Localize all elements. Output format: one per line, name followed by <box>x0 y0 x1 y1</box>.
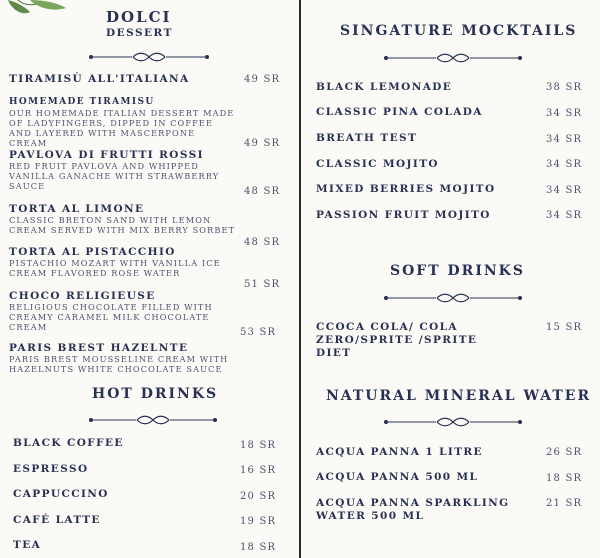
menu-item-name: CAPPUCCINO <box>13 488 109 500</box>
menu-item-name: CLASSIC PINA COLADA <box>316 106 483 118</box>
section-title-mineral-water: NATURAL MINERAL WATER <box>326 388 592 404</box>
section-title-soft-drinks: SOFT DRINKS <box>390 263 525 279</box>
menu-item-price: 18 SR <box>546 473 583 484</box>
menu-item-price: 38 SR <box>546 82 583 93</box>
menu-item-price: 15 SR <box>546 322 583 333</box>
menu-item-price: 34 SR <box>546 134 583 145</box>
menu-item-name: MIXED BERRIES MOJITO <box>316 183 496 195</box>
menu-item-name: BREATH TEST <box>316 132 418 144</box>
ornament-divider-icon <box>383 416 523 428</box>
menu-item-price: 16 SR <box>240 465 277 476</box>
menu-item-name: CHOCO RELIGIEUSE <box>9 290 156 302</box>
menu-item-price: 34 SR <box>546 159 583 170</box>
menu-item-price: 34 SR <box>546 210 583 221</box>
menu-item-price: 49 SR <box>244 74 281 85</box>
menu-item-price: 48 SR <box>244 186 281 197</box>
menu-item-name: PASSION FRUIT MOJITO <box>316 209 491 221</box>
menu-item-price: 26 SR <box>546 447 583 458</box>
menu-item-name: PAVLOVA DI FRUTTI ROSSI <box>9 149 204 161</box>
menu-item-name: CLASSIC MOJITO <box>316 158 439 170</box>
menu-item-price: 34 SR <box>546 185 583 196</box>
menu-item-price: 53 SR <box>240 327 277 338</box>
menu-item-name: TEA <box>13 539 42 551</box>
column-divider <box>299 0 301 558</box>
menu-item-description: CLASSIC BRETON SAND WITH LEMON CREAM SERVED WITH MIX BERRY SORBET <box>9 215 236 235</box>
ornament-divider-icon <box>88 414 218 426</box>
menu-item-price: 20 SR <box>240 491 277 502</box>
menu-item-price: 49 SR <box>244 138 281 149</box>
menu-item-description: RELIGIOUS CHOCOLATE FILLED WITH CREAMY CARAMEL MILK CHOCOLATE CREAM <box>9 302 213 332</box>
menu-item-price: 18 SR <box>240 542 277 553</box>
menu-item-price: 34 SR <box>546 108 583 119</box>
menu-item-name: HOMEMADE TIRAMISU <box>9 97 155 107</box>
menu-item-name: PARIS BREST HAZELNTE <box>9 342 189 354</box>
menu-item-price: 51 SR <box>244 279 281 290</box>
menu-item-name: CCOCA COLA/ COLA ZERO/SPRITE /SPRITE DIET <box>316 321 478 359</box>
section-title-hot-drinks: HOT DRINKS <box>92 386 219 402</box>
menu-item-name: ACQUA PANNA 500 ML <box>316 471 479 483</box>
menu-item-description: OUR HOMEMADE ITALIAN DESSERT MADE OF LADYFINGERS, DIPPED IN COFFEE AND LAYERED WITH MASCERPONE CREAM <box>9 108 235 148</box>
menu-item-name: ESPRESSO <box>13 463 89 475</box>
menu-item-name: TORTA AL PISTACCHIO <box>9 246 176 258</box>
menu-item-price: 21 SR <box>546 498 583 509</box>
leaf-decoration-icon <box>0 0 80 24</box>
menu-item-description: PISTACHIO MOZART WITH VANILLA ICE CREAM FLAVORED ROSE WATER <box>9 258 221 278</box>
menu-item-price: 48 SR <box>244 237 281 248</box>
menu-item-name: BLACK COFFEE <box>13 437 124 449</box>
menu-item-price: 19 SR <box>240 516 277 527</box>
ornament-divider-icon <box>88 51 210 63</box>
menu-item-description: RED FRUIT PAVLOVA AND WHIPPED VANILLA GANACHE WITH STRAWBERRY SAUCE <box>9 161 220 191</box>
ornament-divider-icon <box>383 292 523 304</box>
menu-item-name: CAFÉ LATTE <box>13 514 101 526</box>
menu-item-price: 18 SR <box>240 440 277 451</box>
menu-item-description: PARIS BREST MOUSSELINE CREAM WITH HAZELNUTS WHITE CHOCOLATE SAUCE <box>9 354 229 374</box>
menu-item-name: ACQUA PANNA SPARKLING WATER 500 ML <box>316 497 510 522</box>
section-title-dolci: DOLCI <box>106 8 172 26</box>
menu-item-name: BLACK LEMONADE <box>316 81 453 93</box>
ornament-divider-icon <box>383 52 523 64</box>
menu-item-name: ACQUA PANNA 1 LITRE <box>316 446 483 458</box>
section-subtitle-dessert: DESSERT <box>106 27 173 39</box>
menu-item-name: TORTA AL LIMONE <box>9 203 145 215</box>
menu-item-name: TIRAMISÙ ALL'ITALIANA <box>9 73 190 85</box>
section-title-mocktails: SINGATURE MOCKTAILS <box>340 23 578 39</box>
